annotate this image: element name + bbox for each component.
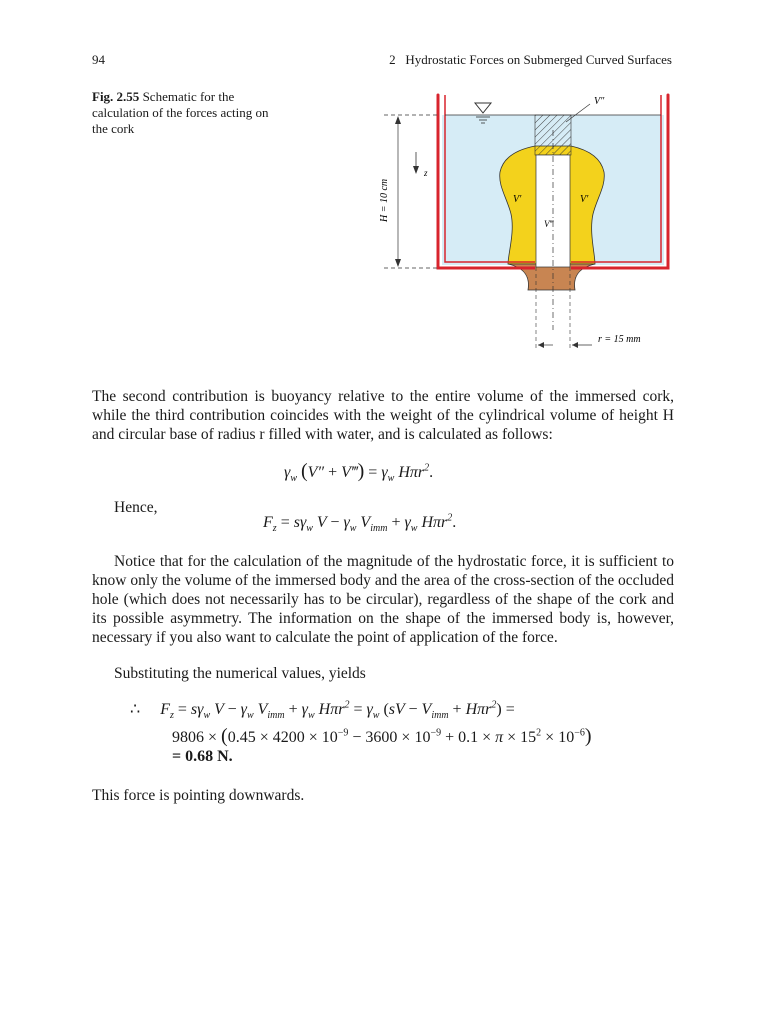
equation-result: = 0.68 N. xyxy=(172,748,233,765)
equation-3-line-1: ∴ $F_z = s\gamma_w$ $V - \gamma_w$ $V_{imm} + \gamma_w$ $H\pi r^2 = \gamma_w$ $(sV - V_{imm} + H\pi r^2)$ = xyxy=(130,699,515,722)
paragraph-3: Substituting the numerical values, yields xyxy=(114,665,366,682)
cork-schematic xyxy=(360,80,680,360)
running-head: 2 Hydrostatic Forces on Submerged Curved Surfaces xyxy=(389,52,672,67)
label-height: H = 10 cm xyxy=(379,178,390,222)
hence-text: Hence, xyxy=(114,499,158,516)
label-v-quad: V‴ xyxy=(544,219,554,229)
free-surface-symbol xyxy=(475,103,491,113)
label-v-prime-left: V′ xyxy=(513,194,522,205)
page-number: 94 xyxy=(92,52,105,67)
figure-caption-text: Schematic for the calculation of the forces acting on the cork xyxy=(92,89,269,136)
paragraph-2-text: Notice that for the calculation of the magnitude of the hydrostatic force, it is sufficient to know only the volume of the immersed body and the area of the cross-section of the occluded hole (which does not necessarily has to be circular), regardless of the shape of the cork and its possible asymmetry. The information on the shape of the immersed body is, however, necessary if you also want to calculate the point of application of the force. xyxy=(92,553,674,646)
paragraph-1 xyxy=(92,387,674,444)
equation-2: $F_z = s\gamma_w$ $V - \gamma_w$ $V_{imm} + \gamma_w$ Hπr$^2$. xyxy=(263,512,457,535)
label-v-prime-right: V′ xyxy=(580,194,589,205)
figure-caption xyxy=(92,89,282,137)
conclusion-text: This force is pointing downwards. xyxy=(92,787,305,804)
paragraph-1-text: The second contribution is buoyancy relative to the entire volume of the immersed cork, while the third contribution coincides with the weight of the cylindrical volume of height H and circular base of radius r filled with water, and is calculated as follows: xyxy=(92,388,674,443)
figure-label: Fig. 2.55 xyxy=(92,89,140,104)
label-radius: r = 15 mm xyxy=(598,334,641,345)
label-v-double: V″ xyxy=(594,96,605,107)
paragraph-2 xyxy=(92,552,674,647)
equation-1: $\gamma_w$ (V″ + V‴) = $\gamma_w$ Hπr$^2$. xyxy=(284,460,434,485)
equation-3-line-2: $9806 \times (0.45 \times 4200 \times 10^{-9} - 3600 \times 10^{-9} + 0.1 \times \pi \times 15^2 \times 10^{-6})$ xyxy=(172,725,592,747)
label-z: z xyxy=(424,168,428,178)
